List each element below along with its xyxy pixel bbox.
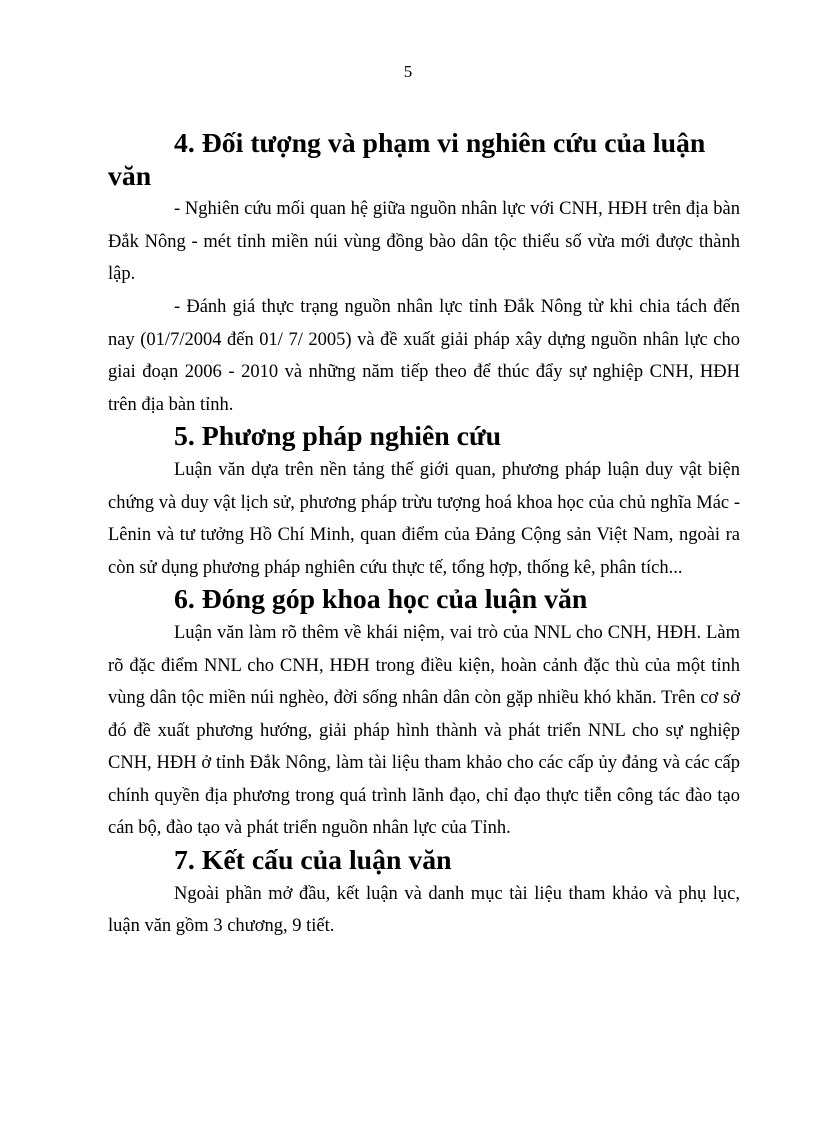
paragraph-research-relationship: - Nghiên cứu mối quan hệ giữa nguồn nhân lực với CNH, HĐH trên địa bàn Đắk Nông - mét tỉnh miền núi vùng đồng bào dân tộc thiểu số vừa mới được thành lập. [108, 199, 740, 285]
section-heading-structure: 7. Kết cấu của luận văn [174, 845, 452, 877]
paragraph-structure: Ngoài phần mở đầu, kết luận và danh mục tài liệu tham khảo và phụ lục, luận văn gồm 3 chương, 9 tiết. [108, 883, 740, 937]
section-heading-objects-scope: 4. Đối tượng và phạm vi nghiên cứu của luận văn [108, 128, 706, 192]
section-heading-methodology: 5. Phương pháp nghiên cứu [174, 421, 502, 453]
paragraph-assessment: - Đánh giá thực trạng nguồn nhân lực tỉnh Đắk Nông từ khi chia tách đến nay (01/7/2004 đến 01/ 7/ 2005) và đề xuất giải pháp xây dựng nguồn nhân lực cho giai đoạn 2006 - 2010 và những năm tiếp theo để thúc đẩy sự nghiệp CNH, HĐH trên địa bàn tỉnh. [108, 296, 740, 415]
paragraph-methodology: Luận văn dựa trên nền tảng thế giới quan, phương pháp luận duy vật biện chứng và duy vật lịch sử, phương pháp trừu tượng hoá khoa học của chủ nghĩa Mác - Lênin và tư tưởng Hồ Chí Minh, quan điểm của Đảng Cộng sản Việt Nam, ngoài ra còn sử dụng phương pháp nghiên cứu thực tế, tổng hợp, thống kê, phân tích... [108, 459, 740, 578]
paragraph-contribution: Luận văn làm rõ thêm về khái niệm, vai trò của NNL cho CNH, HĐH. Làm rõ đặc điểm NNL cho CNH, HĐH trong điều kiện, hoàn cảnh đặc thù của một tỉnh vùng dân tộc miền núi nghèo, đời sống nhân dân còn gặp nhiều khó khăn. Trên cơ sở đó đề xuất phương hướng, giải pháp hình thành và phát triển NNL cho sự nghiệp CNH, HĐH ở tỉnh Đắk Nông, làm tài liệu tham khảo cho các cấp ủy đảng và các cấp chính quyền địa phương trong quá trình lãnh đạo, chỉ đạo thực tiễn công tác đào tạo cán bộ, đào tạo và phát triển nguồn nhân lực của Tỉnh. [108, 622, 740, 839]
page-number: 5 [403, 62, 413, 81]
document-body [108, 128, 740, 943]
section-heading-contribution: 6. Đóng góp khoa học của luận văn [174, 584, 588, 616]
